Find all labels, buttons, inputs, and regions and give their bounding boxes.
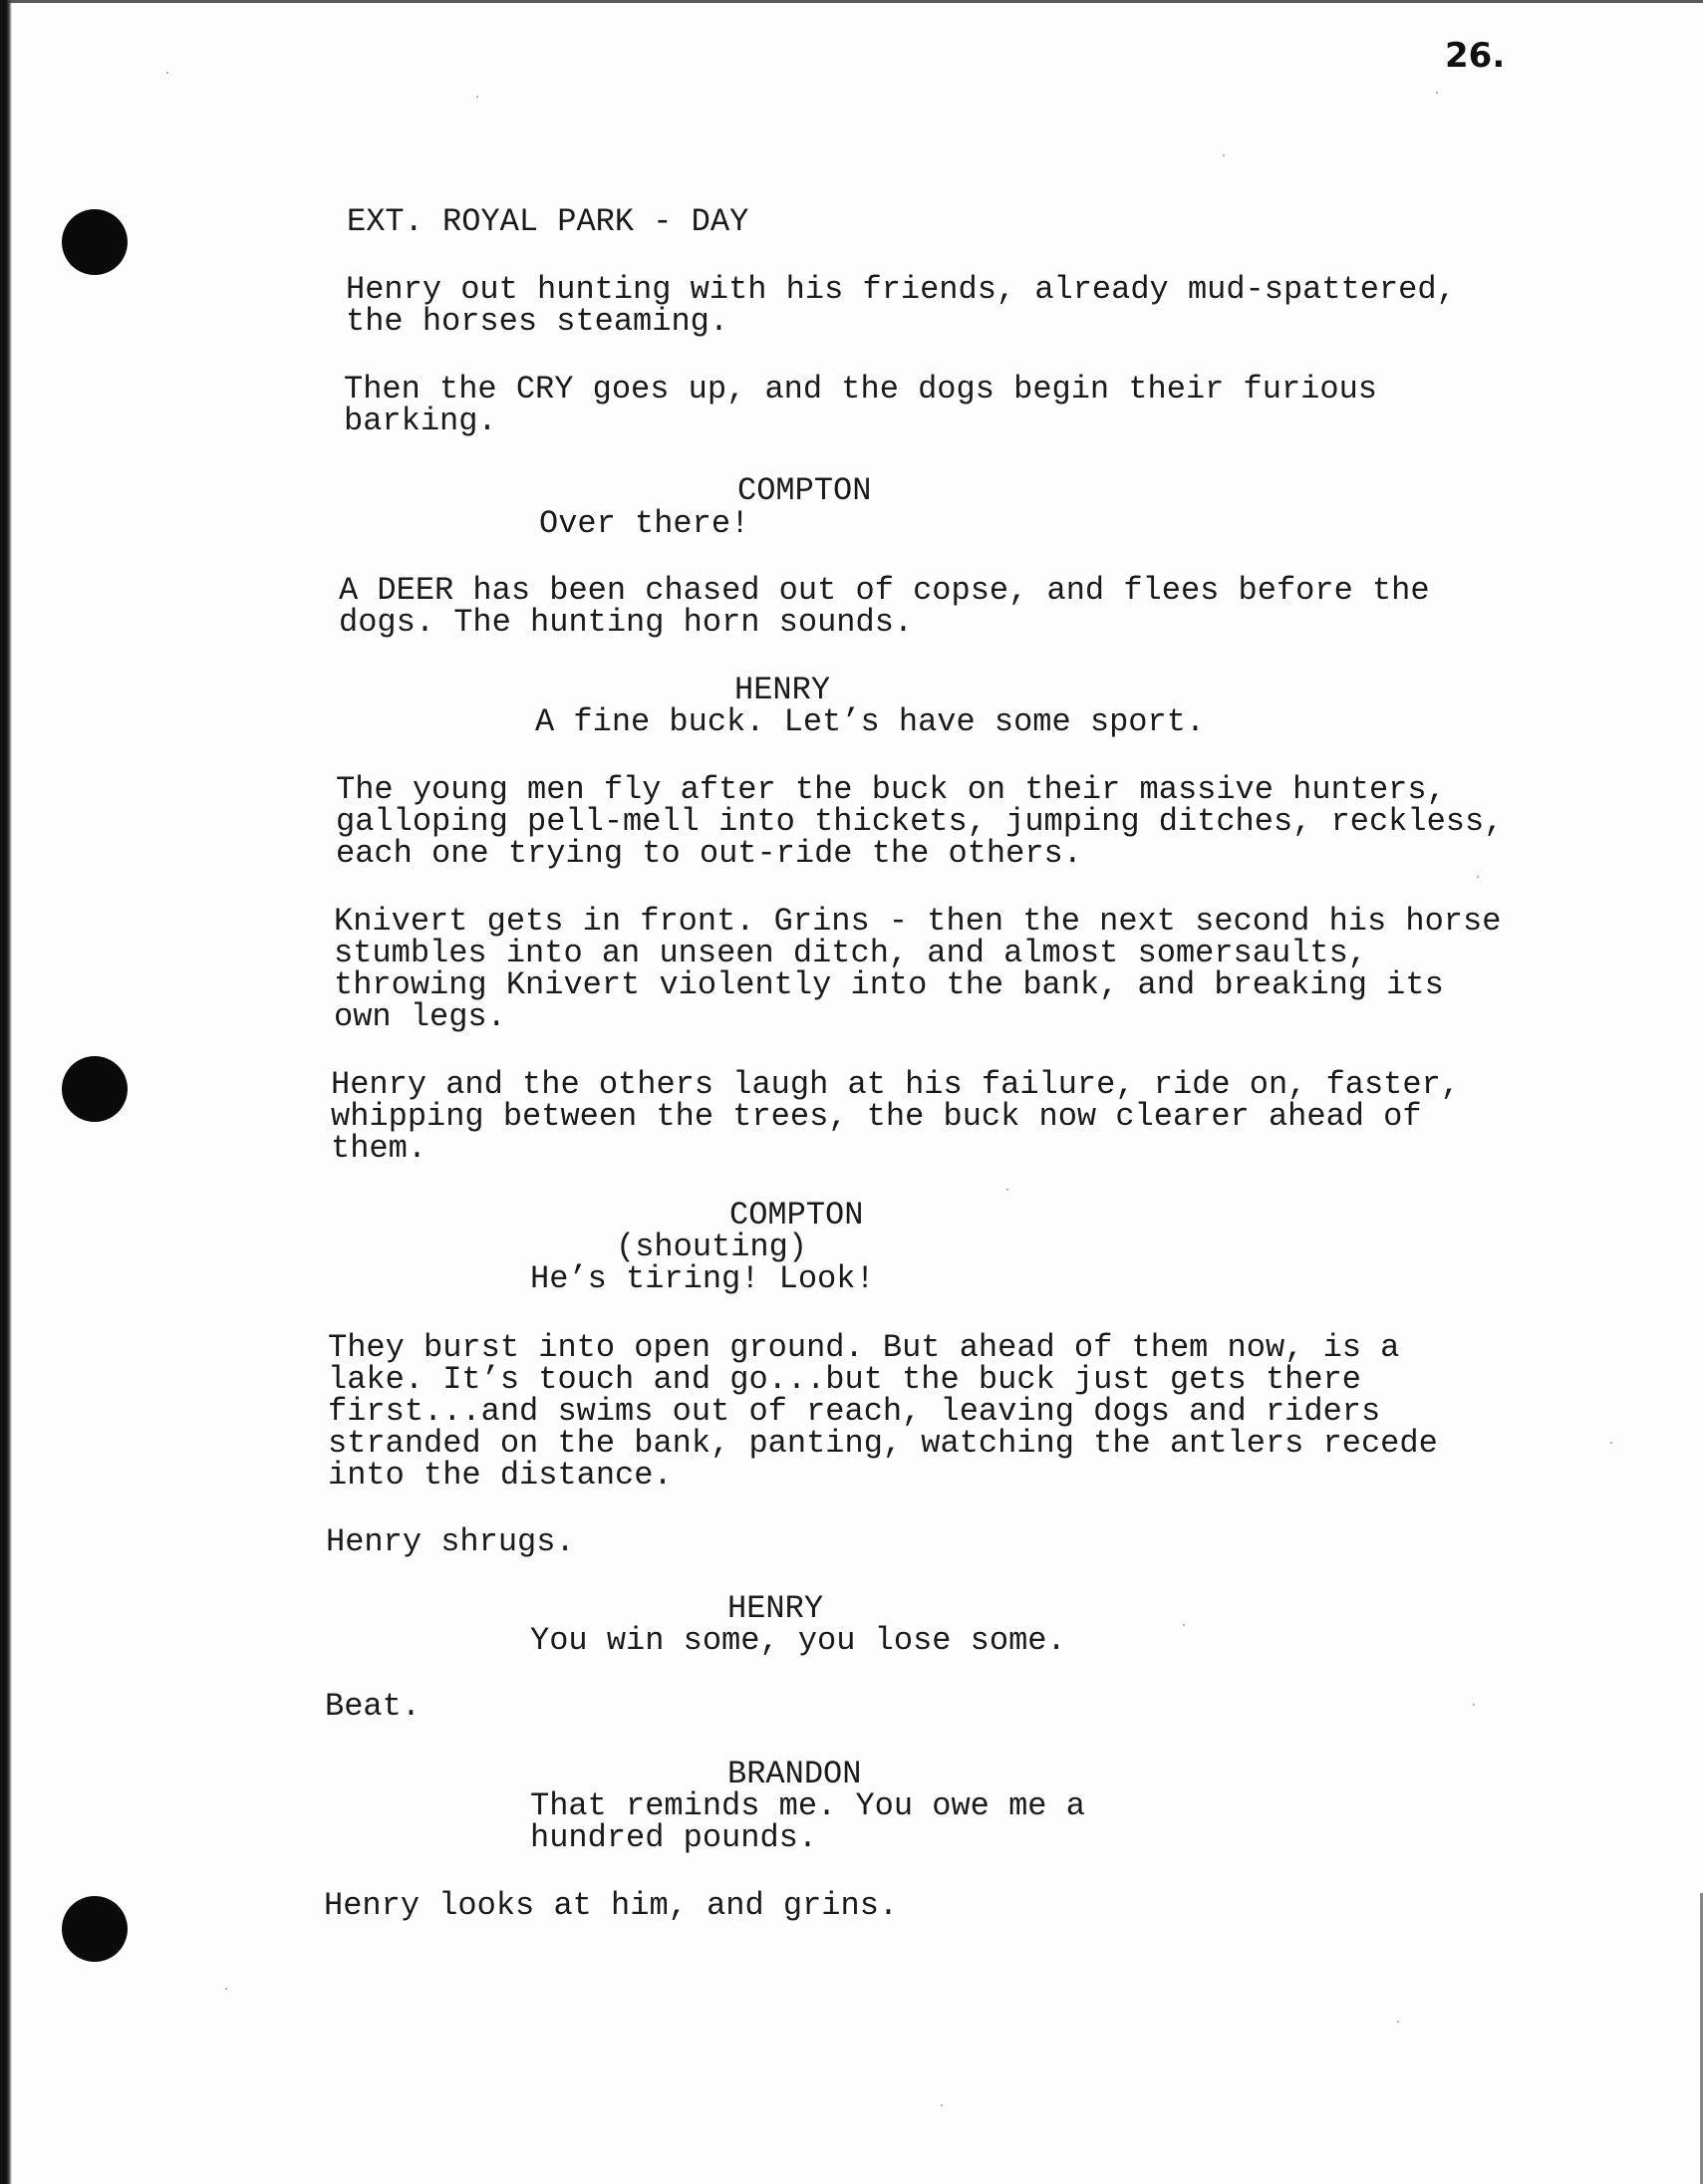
scan-speck bbox=[941, 2104, 943, 2106]
punch-hole-middle bbox=[62, 1056, 128, 1122]
action-line: them. bbox=[331, 1130, 427, 1167]
action-line: own legs. bbox=[334, 998, 506, 1035]
punch-hole-top bbox=[62, 209, 128, 275]
scan-speck bbox=[166, 72, 168, 74]
action-line: A DEER has been chased out of copse, and flees before the bbox=[339, 572, 1430, 609]
action-line: Then the CRY goes up, and the dogs begin their furious bbox=[344, 371, 1377, 408]
action-line: each one trying to out-ride the others. bbox=[336, 835, 1082, 872]
action-line: into the distance. bbox=[328, 1457, 673, 1494]
action-line: Henry looks at him, and grins. bbox=[324, 1887, 899, 1924]
action-line: the horses steaming. bbox=[346, 303, 729, 340]
scan-speck bbox=[1477, 876, 1479, 878]
action-line: throwing Knivert violently into the bank, and breaking its bbox=[334, 966, 1444, 1003]
punch-hole-bottom bbox=[62, 1896, 128, 1962]
scan-speck bbox=[1006, 1189, 1008, 1191]
character-cue: COMPTON bbox=[737, 472, 872, 509]
scene-heading: EXT. ROYAL PARK - DAY bbox=[347, 203, 749, 240]
scan-speck bbox=[1436, 92, 1438, 94]
action-line: Henry and the others laugh at his failure, ride on, faster, bbox=[331, 1066, 1460, 1103]
action-line: The young men fly after the buck on their massive hunters, bbox=[336, 771, 1446, 808]
page-number: 26. bbox=[1445, 36, 1506, 76]
scan-left-edge bbox=[0, 0, 12, 2184]
action-line: whipping between the trees, the buck now clearer ahead of bbox=[331, 1098, 1422, 1135]
action-line: They burst into open ground. But ahead of them now, is a bbox=[328, 1329, 1400, 1366]
action-line: dogs. The hunting horn sounds. bbox=[339, 604, 914, 641]
dialogue-line: He’s tiring! Look! bbox=[530, 1260, 875, 1297]
character-cue: HENRY bbox=[734, 672, 831, 708]
scan-speck bbox=[1397, 2021, 1399, 2023]
action-line: Henry shrugs. bbox=[326, 1523, 575, 1560]
scan-speck bbox=[476, 96, 478, 98]
scan-top-edge bbox=[0, 0, 1703, 3]
dialogue-line: Over there! bbox=[539, 505, 750, 542]
dialogue-line: That reminds me. You owe me a bbox=[530, 1787, 1085, 1824]
parenthetical: (shouting) bbox=[616, 1228, 808, 1265]
scan-speck bbox=[1473, 1704, 1475, 1706]
scan-speck bbox=[1610, 1442, 1612, 1444]
action-line: stranded on the bank, panting, watching the antlers recede bbox=[328, 1425, 1438, 1462]
action-line: lake. It’s touch and go...but the buck just gets there bbox=[328, 1361, 1361, 1398]
action-line: stumbles into an unseen ditch, and almost somersaults, bbox=[334, 935, 1367, 971]
action-line: Henry out hunting with his friends, already mud-spattered, bbox=[346, 271, 1456, 308]
action-line: galloping pell-mell into thickets, jumping ditches, reckless, bbox=[336, 803, 1504, 840]
scan-speck bbox=[225, 1988, 227, 1990]
action-line: first...and swims out of reach, leaving dogs and riders bbox=[328, 1393, 1381, 1430]
scan-speck bbox=[1223, 154, 1225, 156]
dialogue-line: A fine buck. Let’s have some sport. bbox=[535, 703, 1206, 740]
action-line: Beat. bbox=[325, 1688, 422, 1725]
action-line: Knivert gets in front. Grins - then the next second his horse bbox=[334, 903, 1502, 940]
scan-speck bbox=[1183, 1624, 1185, 1626]
action-line: barking. bbox=[344, 403, 497, 439]
character-cue: HENRY bbox=[727, 1590, 824, 1627]
dialogue-line: You win some, you lose some. bbox=[530, 1622, 1066, 1659]
character-cue: BRANDON bbox=[727, 1756, 862, 1792]
character-cue: COMPTON bbox=[729, 1197, 864, 1233]
dialogue-line: hundred pounds. bbox=[530, 1819, 818, 1856]
